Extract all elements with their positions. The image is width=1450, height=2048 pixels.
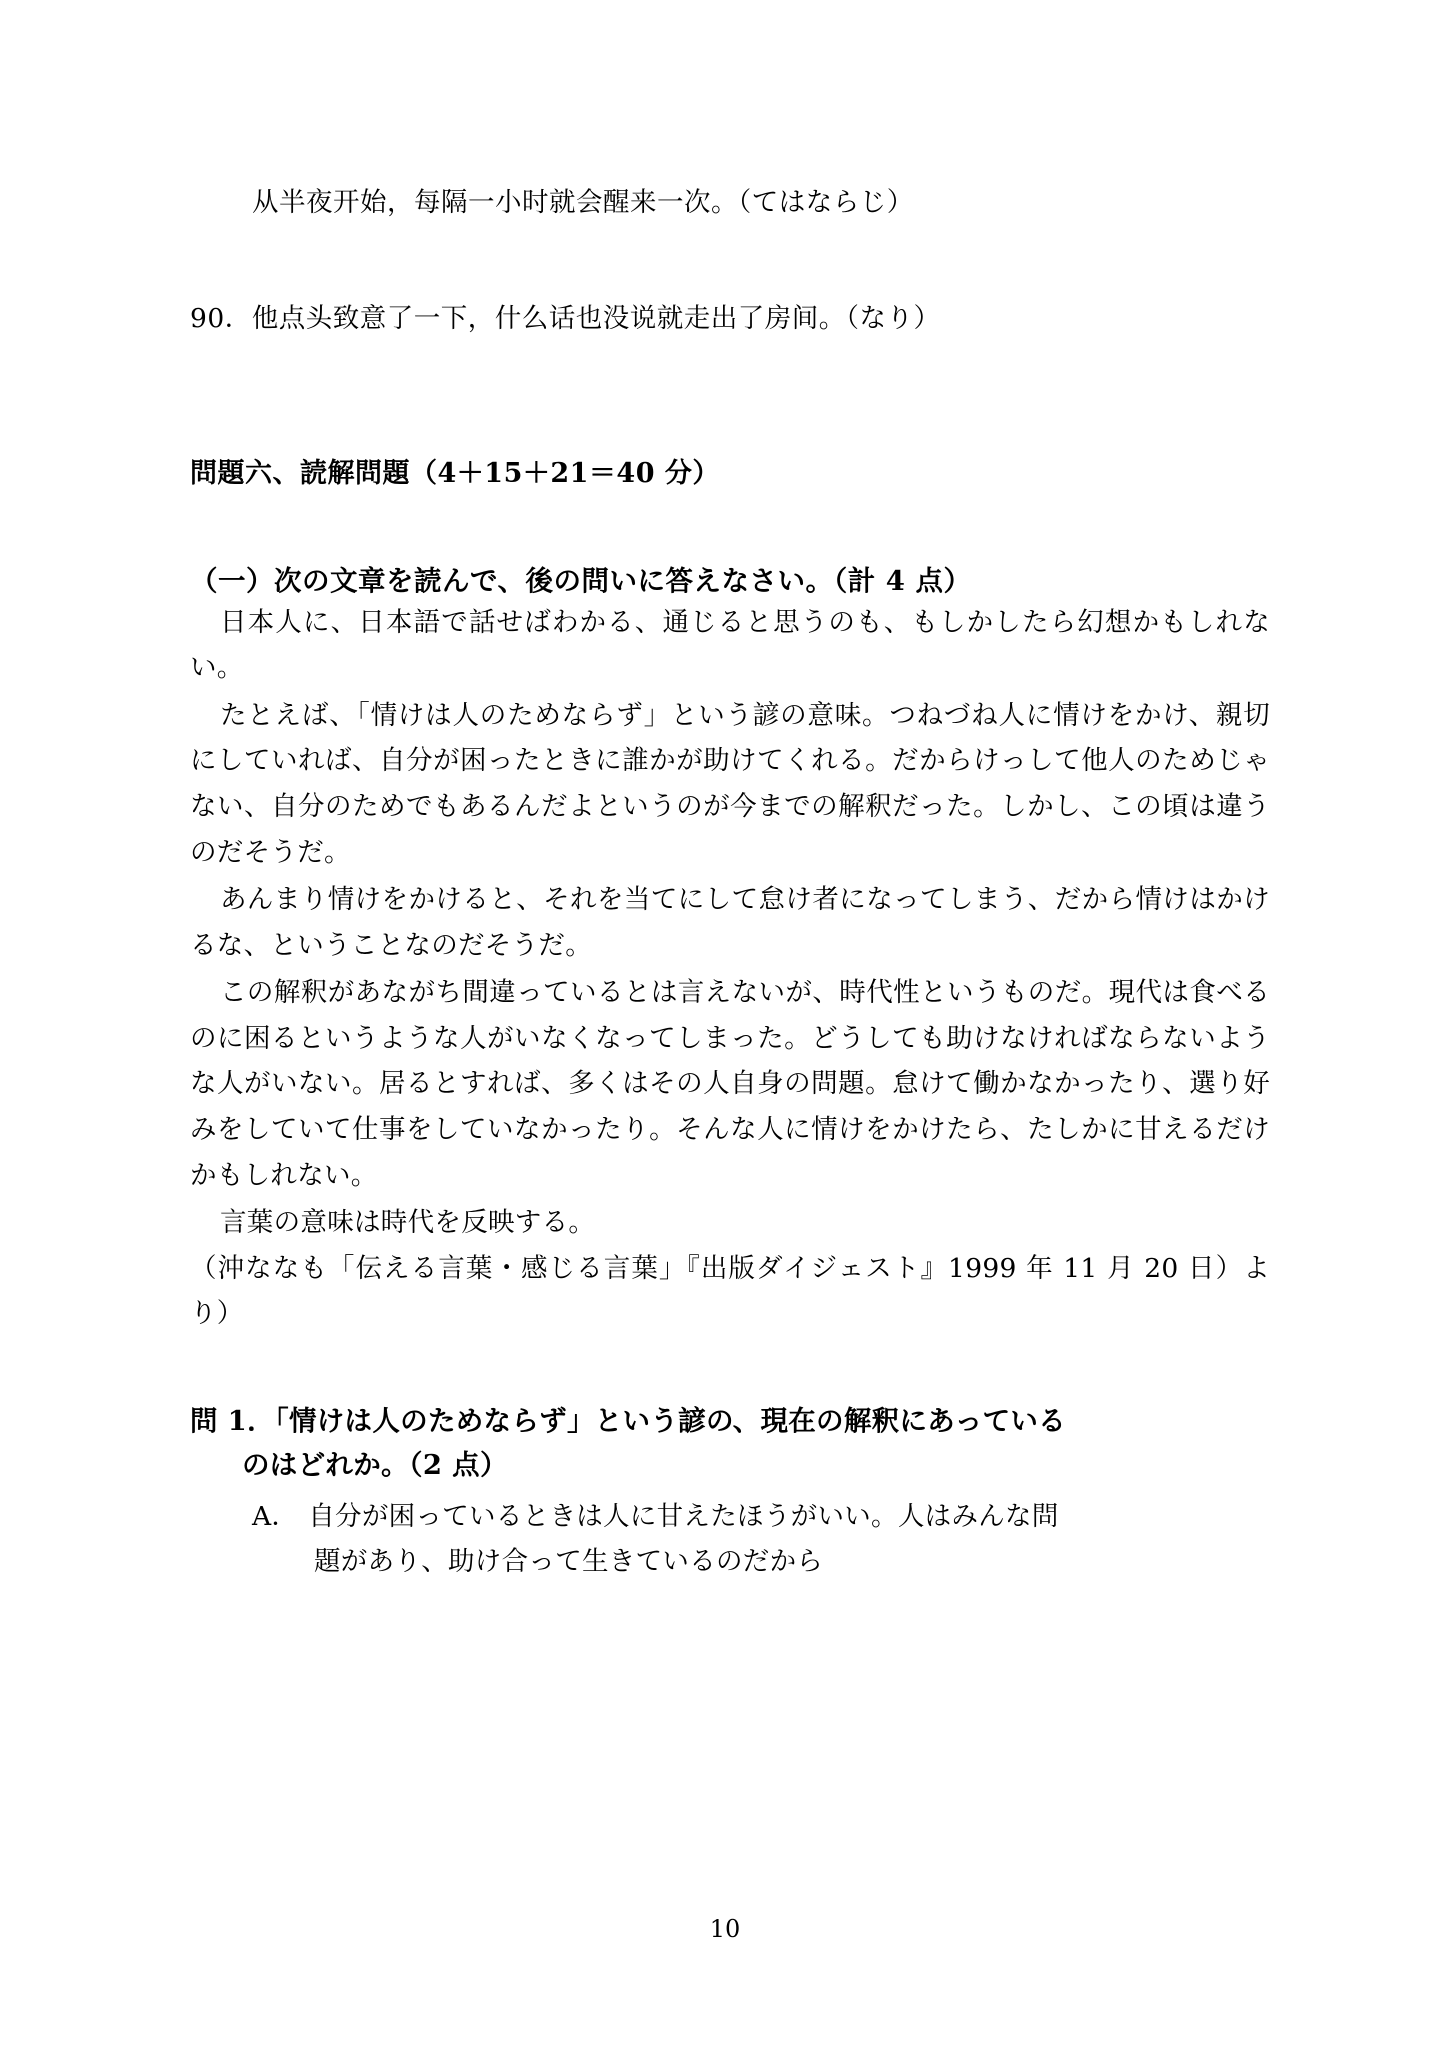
question-1-heading-line1: 問 1．「情けは人のためならず」という諺の、現在の解釈にあっている — [190, 1404, 1066, 1437]
reading-source-citation: （沖ななも「伝える言葉・感じる言葉」『出版ダイジェスト』1999 年 11 月 20 日）より） — [190, 1252, 1270, 1330]
reading-paragraph-1: 日本人に、日本語で話せばわかる、通じると思うのも、もしかしたら幻想かもしれない。 — [190, 606, 1270, 684]
continuation-line: 从半夜开始，每隔一小时就会醒来一次。（てはならじ） — [252, 187, 914, 218]
choice-a-line2: 題があり、助け合って生きているのだから — [314, 1546, 824, 1578]
reading-paragraph-4: この解釈があながち間違っているとは言えないが、時代性というものだ。現代は食べるのに困るというような人がいなくなってしまった。どうしても助けなければならないような人がいない。居るとすれば、多くはその人自身の問題。怠けて働かなかったり、選り好みをしていて仕事をしていなかったり。そんな人に情けをかけたら、たしかに甘えるだけかもしれない。 — [190, 977, 1270, 1191]
question-1-heading — [190, 1399, 1270, 1488]
choice-a-line1: 自分が困っているときは人に甘えたほうがいい。人はみんな問 — [308, 1500, 1059, 1532]
section-heading-six: 問題六、読解問題（4＋15＋21＝40 分） — [190, 457, 720, 489]
page-number: 10 — [709, 1915, 741, 1943]
exercise-item-90: 90．他点头致意了一下，什么话也没说就走出了房间。（なり） — [190, 302, 941, 334]
reading-paragraph-2: たとえば、「情けは人のためならず」という諺の意味。つねづね人に情けをかけ、親切にしていれば、自分が困ったときに誰かが助けてくれる。だからけっして他人のためじゃない、自分のためでもあるんだよというのが今までの解釈だった。しかし、この頃は違うのだそうだ。 — [190, 699, 1270, 868]
choice-letter-a: A． — [252, 1500, 299, 1532]
subsection-heading-one: （一）次の文章を読んで、後の問いに答えなさい。（計 4 点） — [190, 564, 972, 597]
question-1-heading-line2: のはどれか。（2 点） — [242, 1449, 508, 1482]
question-1-block — [190, 1399, 1270, 1584]
reading-paragraph-3: あんまり情けをかけると、それを当てにして怠け者になってしまう、だから情けはかけるな、ということなのだそうだ。 — [190, 884, 1270, 961]
reading-paragraph-5: 言葉の意味は時代を反映する。 — [220, 1207, 596, 1239]
document-body — [190, 180, 1270, 1584]
question-1-choice-a — [190, 1494, 1270, 1584]
